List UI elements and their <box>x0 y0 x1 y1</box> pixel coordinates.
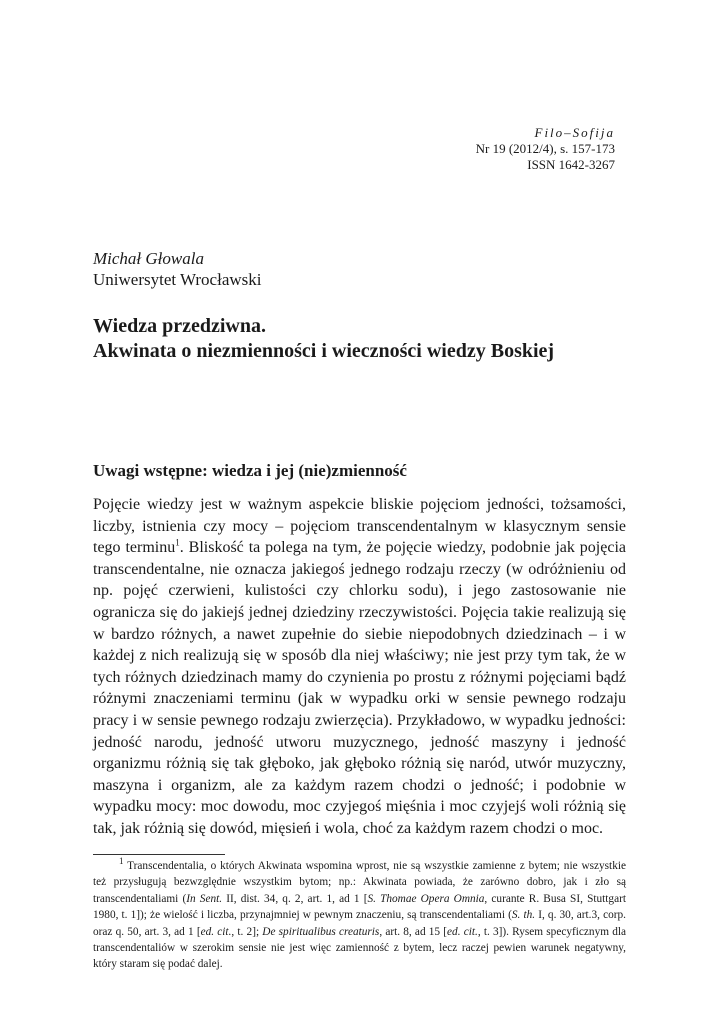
author-name: Michał Głowala <box>93 249 204 268</box>
body-text-part-1: Pojęcie wiedzy jest w ważnym aspekcie bliskie pojęciom jedności, tożsamości, liczby, istnienia czy mocy – pojęciom transcendentalnym w klasycznym sensie tego terminu <box>93 496 626 557</box>
journal-name: Filo–Sofija <box>534 125 615 140</box>
footnote-citation: In Sent. <box>186 892 223 905</box>
author-block <box>93 248 262 290</box>
body-paragraph <box>93 494 626 840</box>
footnote-text: I, q. 30, art.3, corp. oraz q. 50, art. 3, ad 1 [ <box>93 909 626 938</box>
footnote-citation: De spiritualibus creaturis <box>262 925 380 938</box>
footnote-number: 1 <box>119 856 124 867</box>
footnote-reference[interactable]: 1 <box>175 537 180 548</box>
footnote-citation: ed. cit. <box>447 925 478 938</box>
footnote-text: , art. 8, ad 15 [ <box>379 925 448 938</box>
body-text-part-2: . Bliskość ta polega na tym, że pojęcie wiedzy, podobnie jak pojęcia transcendentalne, nie oznacza jakiegoś jednego rodzaju rzeczy (w odróżnieniu od np. pojęć czerwieni, kulistości czy chlorku sodu), i jego zastosowanie nie ogranicza się do jakiejś jednej dziedziny rzeczywistości. Pojęcia takie realizują się w bardzo różnych, a nawet zupełnie do siebie niepodobnych dziedzinach – i w każdej z nich realizują się w sposób dla niej właściwy; nie jest przy tym tak, że w tych różnych dziedzinach mamy do czynienia po prostu z różnymi pojęciami bądź różnymi znaczeniami terminu (jak w wypadku orki w sensie pewnego rodzaju pracy i w sensie pewnego rodzaju zwierzęcia). Przykładowo, w wypadku jedności: jedność narodu, jedność utworu muzycznego, jedność maszyny i jedność organizmu różnią się tak głęboko, jak głęboko różnią się naród, utwór muzyczny, maszyna i organizm, ale za każdym razem chodzi o jedność; i podobnie w wypadku mocy: moc dowodu, moc czyjegoś mięśnia i moc czyjejś woli różnią się tak, jak różnią się dowód, mięsień i wola, choć za każdym razem chodzi o moc. <box>93 539 627 837</box>
journal-issue: Nr 19 (2012/4), s. 157-173 <box>475 141 615 156</box>
author-affiliation: Uniwersytet Wrocławski <box>93 270 262 289</box>
section-heading: Uwagi wstępne: wiedza i jej (nie)zmienność <box>93 461 407 480</box>
footnote-text: , t. 3]). Rysem specyficznym dla transcendentaliów w szerokim sensie nie jest więc zamienność z bytem, lecz raczej pewien warunek negatywny, który staram się podać dalej. <box>93 925 626 971</box>
footnote-citation: S. th. <box>511 909 536 922</box>
footnote <box>93 858 626 973</box>
journal-issn: ISSN 1642-3267 <box>527 157 615 172</box>
footnote-citation: ed. cit. <box>200 925 232 938</box>
title-line-1: Wiedza przedziwna. <box>93 315 266 337</box>
footnote-divider <box>93 854 225 855</box>
footnote-citation: S. Thomae Opera Omnia <box>367 892 485 905</box>
article-title <box>93 314 554 364</box>
footnote-text: , t. 2]; <box>231 925 263 938</box>
title-line-2: Akwinata o niezmienności i wieczności wiedzy Boskiej <box>93 340 555 362</box>
footnote-text: II, dist. 34, q. 2, art. 1, ad 1 [ <box>222 892 368 905</box>
footnote-text: Transcendentalia, o których Akwinata wspomina wprost, nie są wszystkie zamienne z bytem; nie wszystkie też przysługują bezwzględnie wszystkim bytom; np.: Akwinata powiada, że zarówno dobro, jak i zło są transcendentaliami ( <box>93 860 626 905</box>
footnote-text: , curante R. Busa SI, Stuttgart 1980, t. 1]); że wielość i liczba, przynajmniej w pewnym znaczeniu, są transcendentaliami ( <box>93 892 626 922</box>
journal-info <box>315 125 615 173</box>
